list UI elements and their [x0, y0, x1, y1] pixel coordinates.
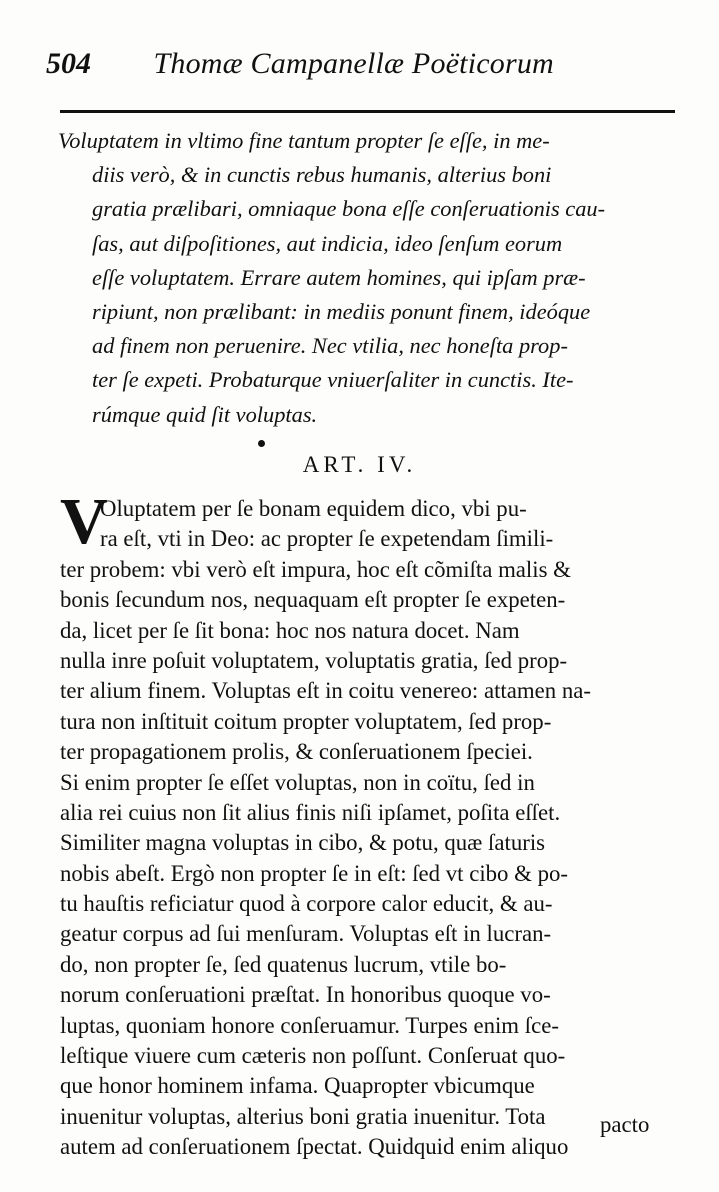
body-text — [60, 485, 680, 1163]
body-line: geatur corpus ad ſui menſuram. Voluptas eſt in lucran- — [60, 921, 552, 947]
body-line: Si enim propter ſe eſſet voluptas, non in coïtu, ſed in — [60, 769, 535, 795]
summary-line: ter ſe expeti. Probaturque vniuerſaliter in cunctis. Ite- — [92, 367, 574, 393]
body-line: luptas, quoniam honore conſeruamur. Turpes enim ſce- — [60, 1012, 559, 1038]
drop-cap: V — [60, 485, 108, 558]
body-line: da, licet per ſe ſit bona: hoc nos natura docet. Nam — [60, 617, 520, 643]
header-rule — [60, 110, 675, 113]
summary-line: Voluptatem in vltimo fine tantum propter ſe eſſe, in me- — [58, 128, 550, 153]
catchword: pacto — [600, 1112, 650, 1137]
page-header — [46, 44, 686, 84]
body-line: alia rei cuius non ſit alius finis niſi ipſamet, poſita eſſet. — [60, 799, 561, 825]
summary-line: ripiunt, non prælibant: in mediis ponunt finem, ideóque — [92, 298, 591, 324]
article-heading: ART. IV. — [302, 452, 417, 477]
summary-line: diis verò, & in cunctis rebus humanis, alterius boni — [92, 162, 552, 188]
body-line: ter alium finem. Voluptas eſt in coitu venereo: attamen na- — [60, 678, 591, 704]
body-line: nobis abeſt. Ergò non propter ſe in eſt: ſed vt cibo & po- — [60, 860, 568, 886]
ink-speck — [258, 440, 265, 447]
body-line: bonis ſecundum nos, nequaquam eſt propter ſe expeten- — [60, 587, 566, 613]
summary-line: eſſe voluptatem. Errare autem homines, qui ipſam præ- — [92, 264, 586, 290]
body-line: do, non propter ſe, ſed quatenus lucrum, vtile bo- — [60, 951, 507, 977]
body-line: tu hauſtis reficiatur quod à corpore calor educit, & au- — [60, 891, 553, 917]
running-title: Thomæ Campanellæ Poëticorum — [153, 47, 554, 80]
summary-line: ad finem non peruenire. Nec vtilia, nec honeſta prop- — [92, 333, 568, 359]
summary-line: rúmque quid ſit voluptas. — [92, 401, 318, 427]
body-line: leſtique viuere cum cæteris non poſſunt. Conſeruat quo- — [60, 1043, 566, 1069]
summary-line: gratia prælibari, omniaque bona eſſe conſeruationis cau- — [92, 196, 606, 222]
body-line: ter probem: vbi verò eſt impura, hoc eſt cõmiſta malis & — [60, 556, 571, 582]
body-line: autem ad conſeruationem ſpectat. Quidquid enim aliquo — [60, 1134, 569, 1160]
article-summary — [58, 124, 678, 432]
page-number: 504 — [46, 47, 91, 80]
body-line: ter propagationem prolis, & conſeruationem ſpeciei. — [60, 739, 533, 765]
body-line: ra eſt, vti in Deo: ac propter ſe expetendam ſimili- — [100, 526, 554, 552]
body-line: que honor hominem infama. Quapropter vbicumque — [60, 1073, 535, 1099]
body-line: Similiter magna voluptas in cibo, & potu, quæ ſaturis — [60, 830, 546, 856]
body-line: inuenitur voluptas, alterius boni gratia inuenitur. Tota — [60, 1103, 546, 1129]
body-line: Oluptatem per ſe bonam equidem dico, vbi pu- — [100, 496, 527, 521]
body-line: norum conſeruationi præſtat. In honoribus quoque vo- — [60, 982, 551, 1008]
body-line: nulla inre poſuit voluptatem, voluptatis gratia, ſed prop- — [60, 647, 568, 673]
summary-line: ſas, aut diſpoſitiones, aut indicia, ideo ſenſum eorum — [92, 230, 563, 256]
body-line: tura non inſtituit coitum propter voluptatem, ſed prop- — [60, 708, 552, 734]
